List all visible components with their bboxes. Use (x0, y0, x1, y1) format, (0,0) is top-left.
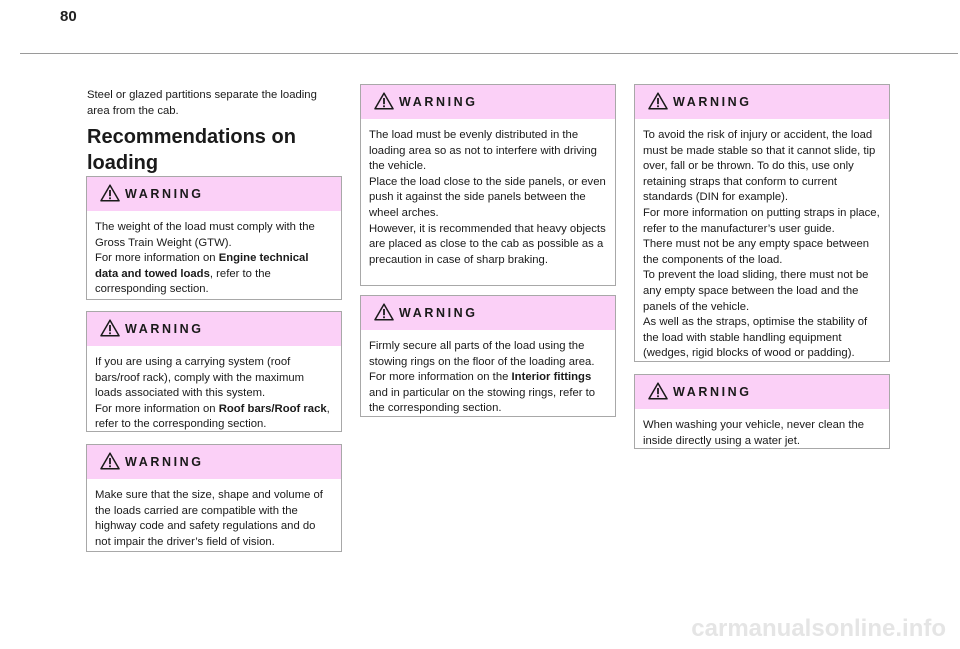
warning-paragraph (95, 488, 333, 550)
warning-box-7 (634, 374, 890, 449)
warning-triangle-icon (100, 452, 120, 470)
warning-title: WARNING (673, 385, 752, 399)
warning-reference: Interior fittings (511, 371, 592, 384)
warning-triangle-icon (374, 92, 394, 110)
warning-triangle-icon (374, 303, 394, 321)
warning-paragraph (643, 128, 881, 206)
warning-triangle-icon (100, 184, 120, 202)
section-title: Recommendations on loading (87, 126, 296, 174)
warning-text: If you are using a carrying system (roof bars/roof rack), comply with the maximum loads associated with this system. (95, 356, 305, 400)
warning-text: , refer to the corresponding section. (95, 267, 271, 296)
warning-header (87, 177, 341, 211)
warning-paragraph (369, 339, 607, 370)
warning-title: WARNING (125, 322, 204, 336)
warning-header (635, 375, 889, 409)
warning-text: For more information on (95, 402, 219, 415)
warning-text: As well as the straps, optimise the stability of the load with stable handling equipment (wedges, rigid blocks of wood or padding). (643, 316, 868, 360)
warning-text: For more information on putting straps in place, refer to the manufacturer’s user guide. (643, 206, 880, 235)
warning-text: For more information on (95, 252, 219, 265)
warning-text: Firmly secure all parts of the load using the stowing rings on the floor of the loading area. (369, 340, 595, 368)
warning-triangle-icon (100, 319, 120, 337)
warning-box-3 (86, 444, 342, 552)
watermark-text: carmanualsonline.info (691, 615, 946, 641)
warning-paragraph (643, 315, 881, 362)
warning-box-2 (86, 311, 342, 432)
warning-text: Place the load close to the side panels, or even push it against the side panels between the wheel arches. (369, 175, 606, 219)
warning-box-6 (634, 84, 890, 362)
warning-body (361, 119, 615, 274)
warning-paragraph (643, 206, 881, 237)
warning-text: The load must be evenly distributed in the loading area so as not to interfere with driving the vehicle. (369, 129, 597, 173)
warning-text: Make sure that the size, shape and volume of the loads carried are compatible with the highway code and safety regulations and do not impair the driver’s field of vision. (95, 489, 323, 548)
warning-text: To prevent the load sliding, there must not be any empty space between the load and the panels of the vehicle. (643, 269, 869, 313)
warning-title: WARNING (399, 306, 478, 320)
warning-title: WARNING (673, 95, 752, 109)
warning-body (635, 409, 889, 455)
warning-paragraph (95, 355, 333, 402)
watermark-logo (648, 615, 948, 641)
warning-body (87, 346, 341, 439)
warning-paragraph (369, 128, 607, 175)
warning-paragraph (95, 220, 333, 251)
warning-header (87, 312, 341, 346)
warning-body (87, 479, 341, 556)
intro-paragraph: Steel or glazed partitions separate the loading area from the cab. (87, 89, 317, 117)
warning-header (361, 296, 615, 330)
warning-text: However, it is recommended that heavy objects are placed as close to the cab as possible as a precaution in case of sharp braking. (369, 222, 606, 266)
warning-box-1 (86, 176, 342, 300)
warning-triangle-icon (648, 92, 668, 110)
warning-body (361, 330, 615, 423)
page-number: 80 (60, 8, 77, 25)
warning-triangle-icon (648, 382, 668, 400)
warning-header (361, 85, 615, 119)
warning-body (87, 211, 341, 304)
warning-text: To avoid the risk of injury or accident, the load must be made stable so that it cannot slide, tip over, fall or be thrown. To do this, use only retaining straps that conform to current standards (DIN for example). (643, 129, 876, 204)
warning-text: There must not be any empty space between the components of the load. (643, 238, 870, 266)
warning-box-4 (360, 84, 616, 286)
warning-paragraph (369, 222, 607, 269)
warning-text: and in particular on the stowing rings, refer to the corresponding section. (369, 386, 596, 415)
warning-box-5 (360, 295, 616, 417)
warning-paragraph (643, 237, 881, 268)
warning-paragraph (95, 251, 333, 298)
warning-paragraph (643, 418, 881, 449)
warning-body (635, 119, 889, 368)
warning-header (635, 85, 889, 119)
warning-title: WARNING (399, 95, 478, 109)
warning-header (87, 445, 341, 479)
warning-title: WARNING (125, 455, 204, 469)
warning-text: The weight of the load must comply with the Gross Train Weight (GTW). (95, 221, 315, 249)
warning-paragraph (643, 268, 881, 315)
top-rule (20, 53, 958, 54)
warning-reference: Roof bars/Roof rack (218, 402, 327, 415)
warning-paragraph (95, 402, 333, 433)
warning-text: , refer to the corresponding section. (95, 402, 330, 431)
warning-paragraph (369, 370, 607, 417)
warning-text: When washing your vehicle, never clean the inside directly using a water jet. (643, 419, 865, 447)
warning-reference: Engine technical data and towed loads (95, 252, 309, 280)
warning-title: WARNING (125, 187, 204, 201)
warning-paragraph (369, 175, 607, 222)
warning-text: For more information on the (369, 371, 512, 384)
